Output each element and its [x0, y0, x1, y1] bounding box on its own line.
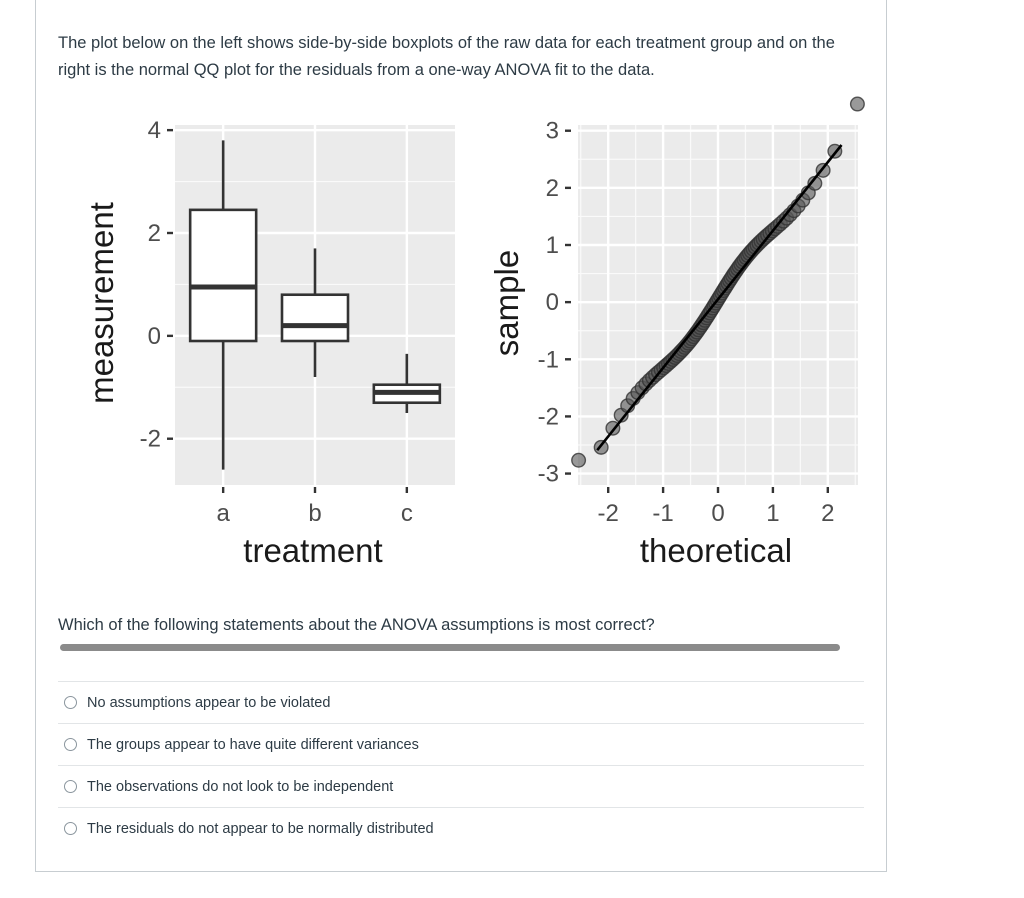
- qq-xlabel: theoretical: [639, 532, 793, 569]
- answer-label: The groups appear to have quite different variances: [87, 736, 419, 753]
- intro-text: The plot below on the left shows side-by-side boxplots of the raw data for each treatment group and on the right is the normal QQ plot for the residuals from a one-way ANOVA fit to the data.: [58, 34, 835, 79]
- answer-option-3[interactable]: [58, 765, 864, 807]
- boxplot-xlabel: treatment: [243, 532, 383, 569]
- answer-list: [58, 681, 864, 849]
- x-tick-label: c: [400, 500, 413, 527]
- y-tick-label: -2: [139, 425, 161, 453]
- x-tick-label: a: [216, 500, 230, 527]
- y-tick-label: 4: [147, 117, 161, 145]
- question-divider-bar: [60, 644, 840, 651]
- question-text: Which of the following statements about the ANOVA assumptions is most correct?: [58, 616, 655, 634]
- answer-label: The residuals do not appear to be normally distributed: [87, 820, 434, 837]
- x-tick-label: -2: [597, 500, 619, 527]
- x-tick-label: b: [308, 500, 322, 527]
- y-tick-label: 2: [147, 220, 161, 247]
- y-tick-label: -3: [537, 460, 559, 488]
- radio-button[interactable]: [64, 738, 77, 751]
- answer-option-1[interactable]: [58, 681, 864, 723]
- x-tick-label: 0: [711, 500, 725, 527]
- x-tick-label: -1: [652, 500, 674, 527]
- x-tick-label: 2: [821, 500, 835, 527]
- x-tick-label: 1: [766, 500, 780, 527]
- answer-label: The observations do not look to be independent: [87, 778, 394, 795]
- answer-option-4[interactable]: [58, 807, 864, 849]
- answer-option-2[interactable]: [58, 723, 864, 765]
- radio-button[interactable]: [64, 822, 77, 835]
- radio-button[interactable]: [64, 780, 77, 793]
- boxplot-ylabel: measurement: [83, 202, 120, 404]
- y-tick-label: 2: [545, 174, 559, 202]
- radio-button[interactable]: [64, 696, 77, 709]
- y-tick-label: 1: [545, 232, 559, 259]
- answer-label: No assumptions appear to be violated: [87, 694, 331, 711]
- qq-ylabel: sample: [488, 249, 525, 357]
- y-tick-label: 3: [545, 117, 559, 145]
- y-tick-label: 0: [147, 322, 161, 350]
- y-tick-label: -2: [537, 403, 559, 431]
- y-tick-label: -1: [537, 346, 559, 374]
- y-tick-label: 0: [545, 289, 559, 317]
